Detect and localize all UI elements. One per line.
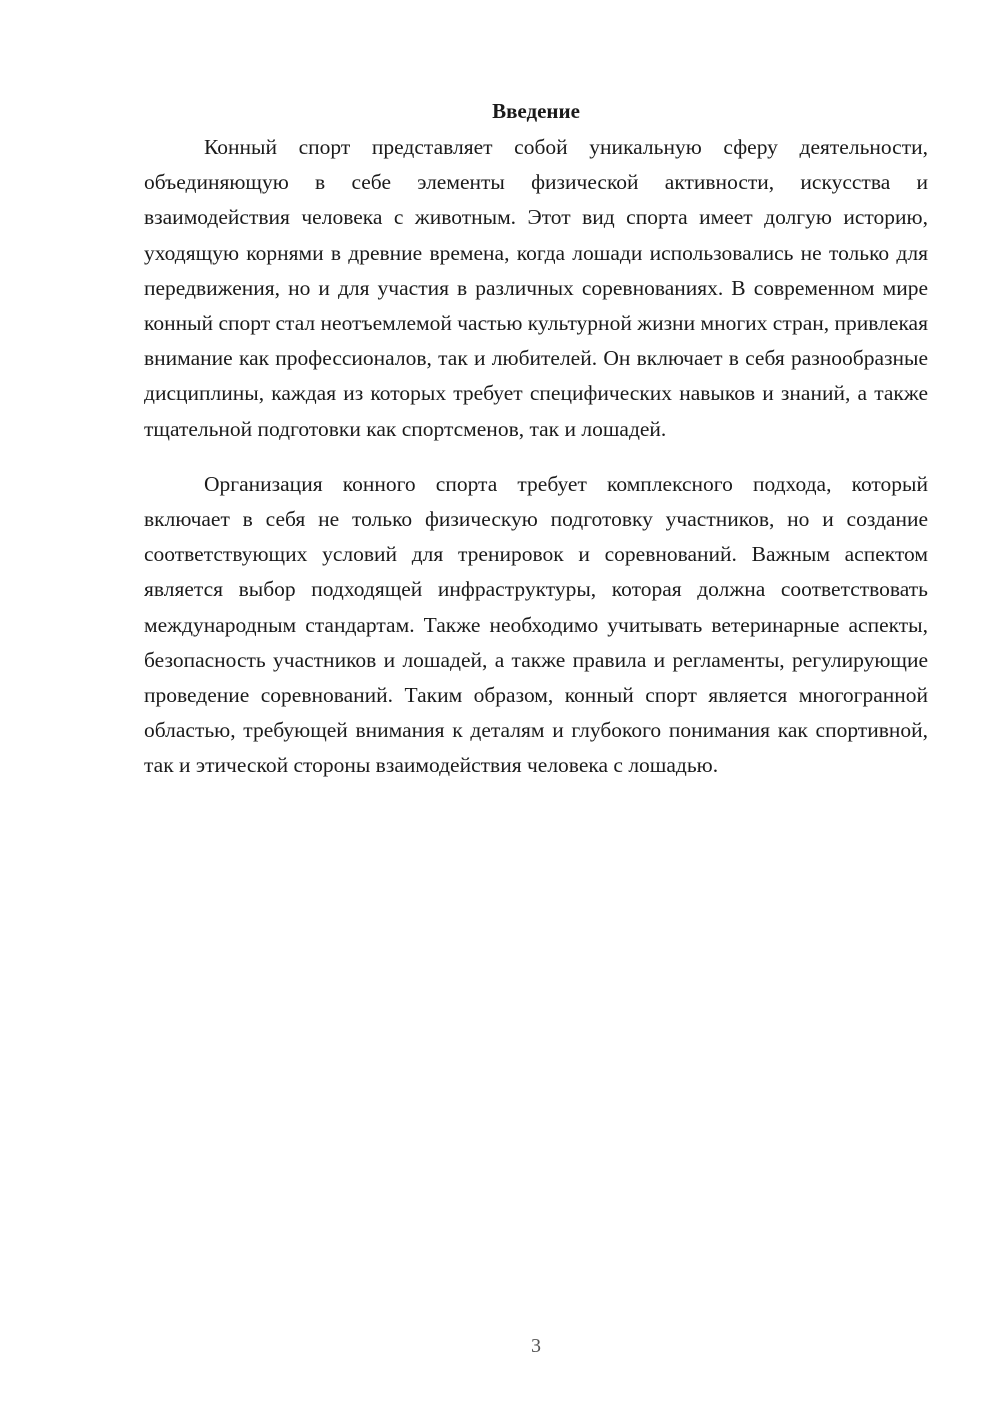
section-title: Введение <box>492 99 580 123</box>
page-content <box>144 96 928 784</box>
paragraph-2: Организация конного спорта требует комплексного подхода, который включает в себя не только физическую подготовку участников, но и создание соответствующих условий для тренировок и соревнований. Важным аспектом является выбор подходящей инфраструктуры, которая должна соответствовать международным стандартам. Также необходимо учитывать ветеринарные аспекты, безопасность участников и лошадей, а также правила и регламенты, регулирующие проведение соревнований. Таким образом, конный спорт является многогранной областью, требующей внимания к деталям и глубокого понимания как спортивной, так и этической стороны взаимодействия человека с лошадью. <box>144 471 928 778</box>
paragraph-1: Конный спорт представляет собой уникальную сферу деятельности, объединяющую в себе элементы физической активности, искусства и взаимодействия человека с животным. Этот вид спорта имеет долгую историю, уходящую корнями в древние времена, когда лошади использовались не только для передвижения, но и для участия в различных соревнованиях. В современном мире конный спорт стал неотъемлемой частью культурной жизни многих стран, привлекая внимание как профессионалов, так и любителей. Он включает в себя разнообразные дисциплины, каждая из которых требует специфических навыков и знаний, а также тщательной подготовки как спортсменов, так и лошадей. <box>144 135 928 441</box>
page-number: 3 <box>531 1335 541 1357</box>
